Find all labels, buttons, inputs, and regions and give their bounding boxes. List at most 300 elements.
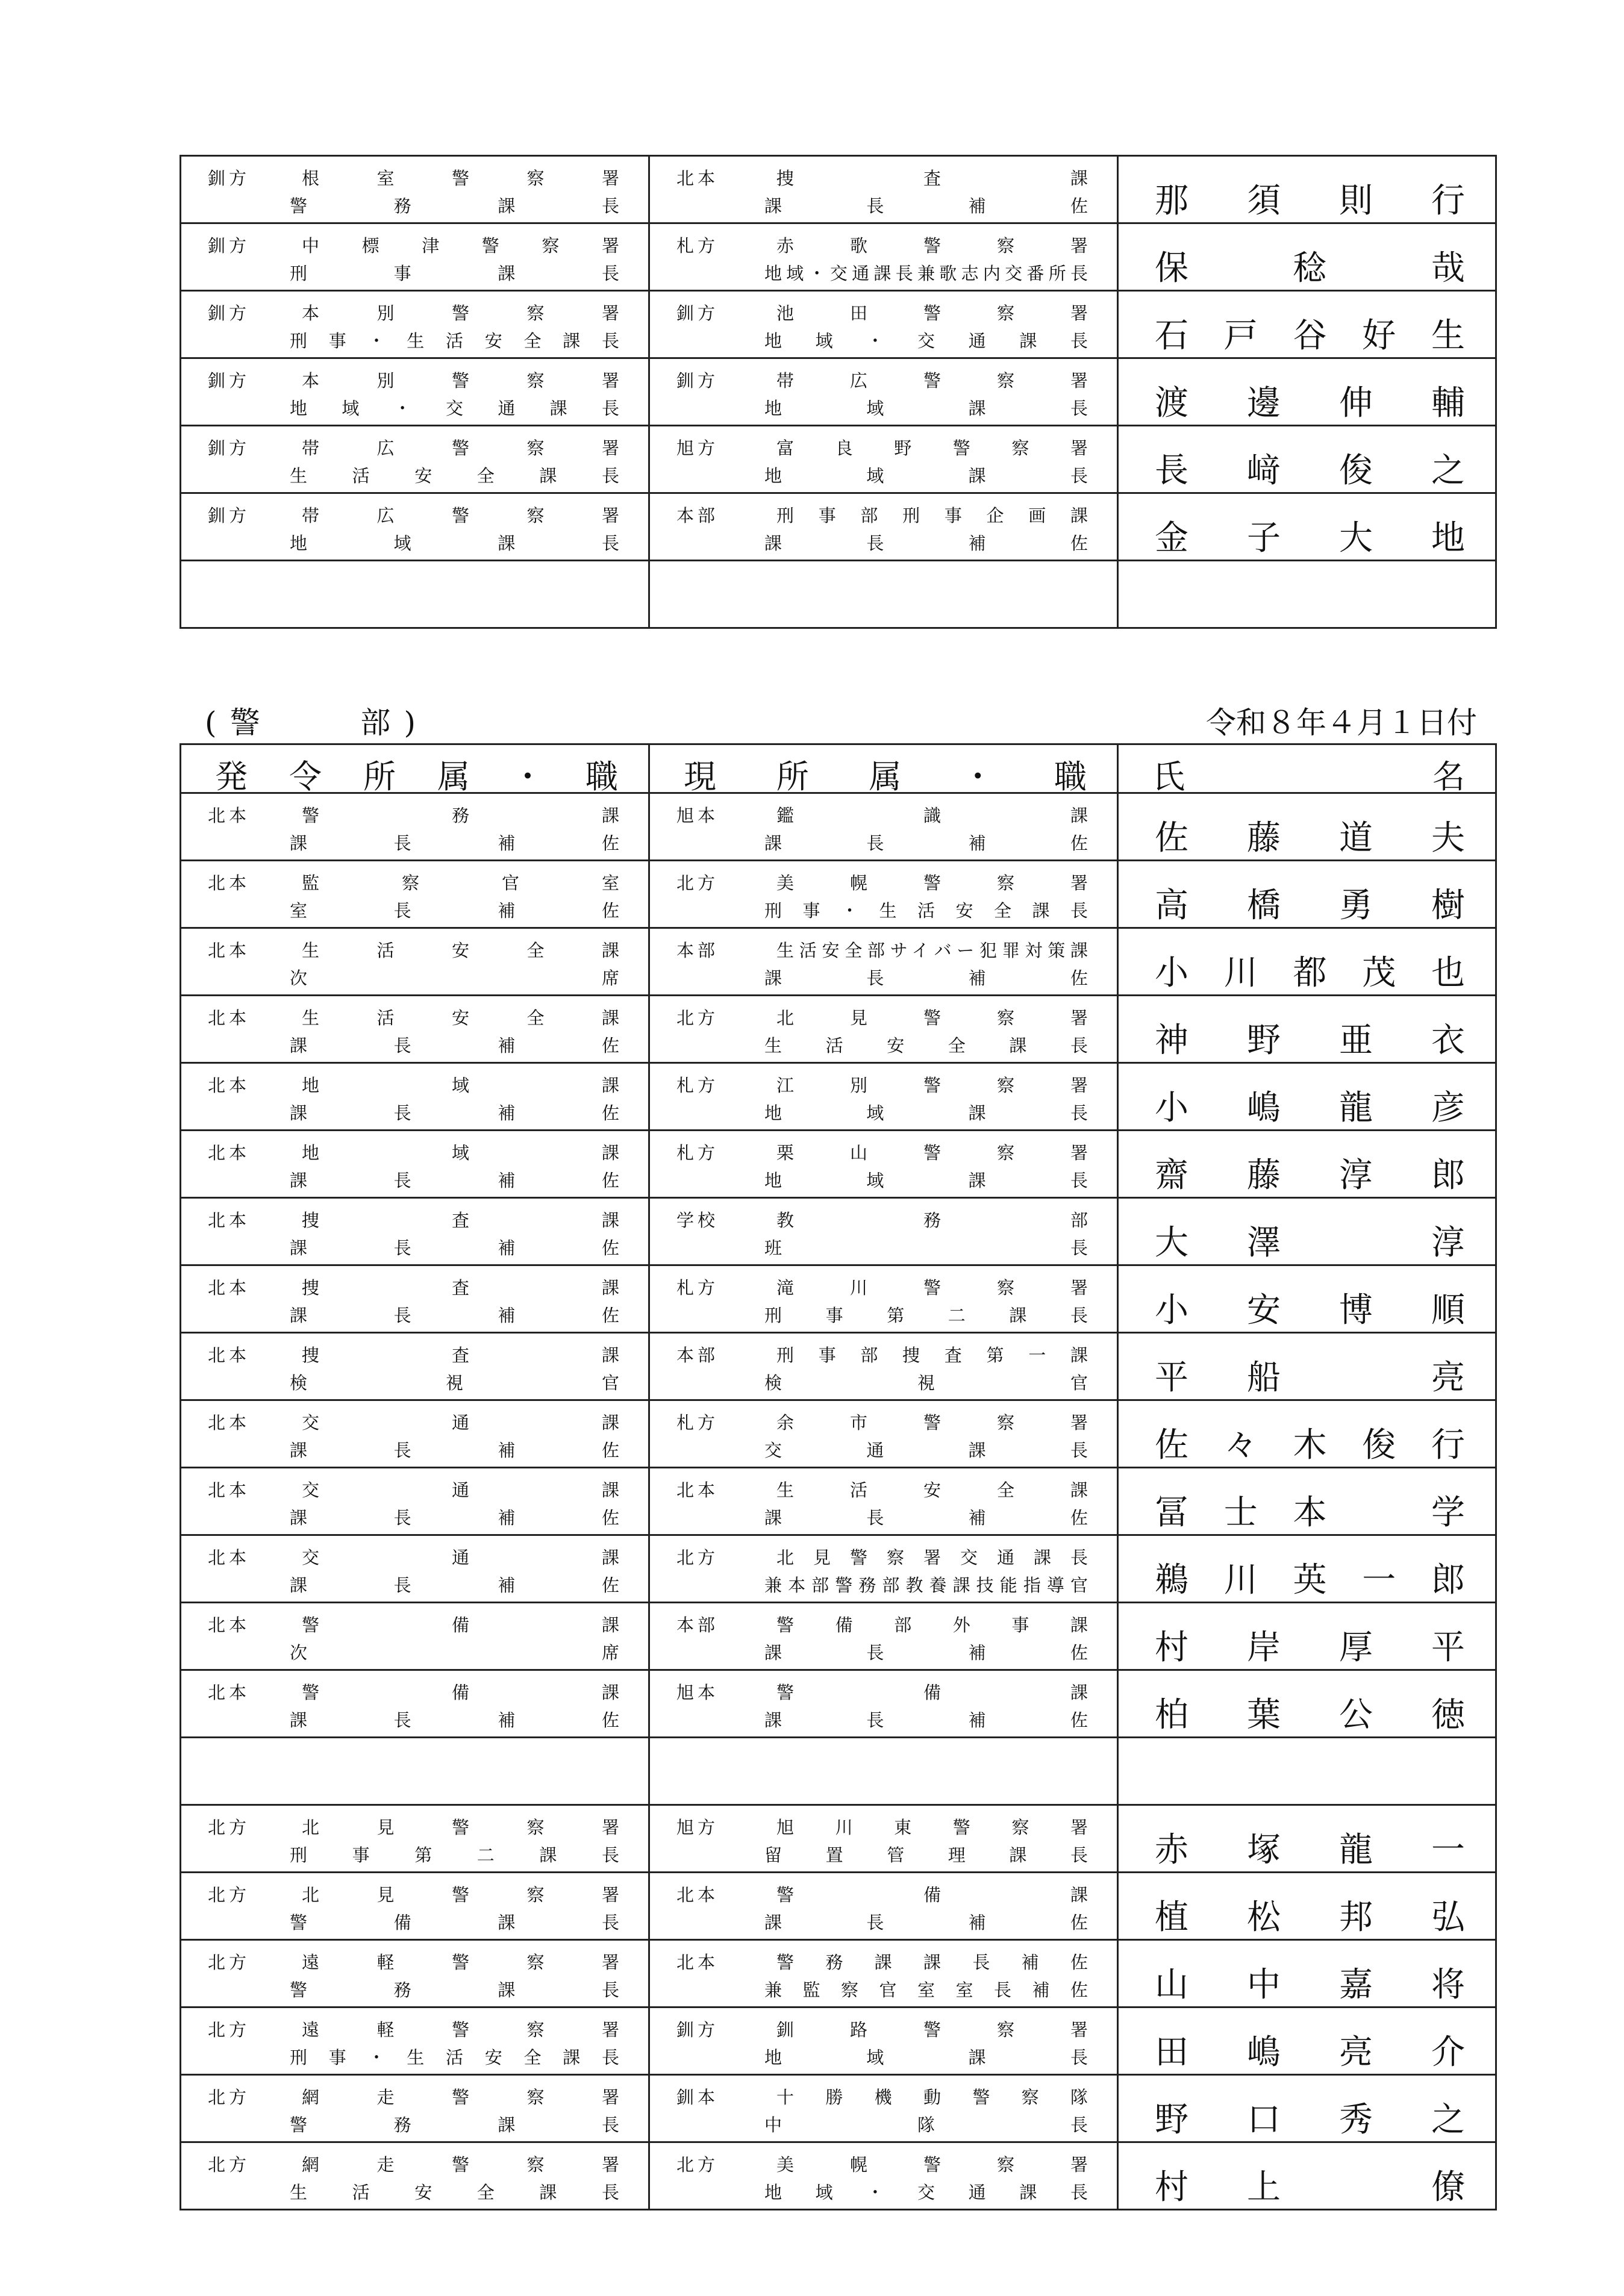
post-unit: 警務課課長補佐 [776, 1952, 1088, 1973]
post-unit: 地域課 [302, 1075, 619, 1096]
name-cell [1118, 223, 1496, 291]
current-post-cell [649, 1670, 1118, 1738]
current-post-cell [649, 493, 1118, 561]
post-title: 課長補佐 [290, 1305, 619, 1326]
name-cell [1118, 358, 1496, 426]
post-unit: 刑事部刑事企画課 [776, 505, 1088, 526]
post-unit: 滝川警察署 [776, 1277, 1088, 1298]
post-title: 課長補佐 [290, 1508, 619, 1528]
person-name: 村岸厚平 [1155, 1628, 1465, 1667]
post-title: 刑事・生活安全課長 [290, 331, 619, 351]
department-code: 北本 [208, 1345, 251, 1365]
new-post-cell [181, 426, 649, 493]
post-unit: 刑事部捜査第一課 [776, 1345, 1088, 1365]
current-post-cell [649, 1535, 1118, 1603]
person-name: 山中嘉将 [1155, 1965, 1465, 2004]
name-cell [1118, 861, 1496, 928]
person-name: 金子大地 [1155, 519, 1465, 558]
department-code: 北本 [676, 1952, 719, 1973]
post-unit: 十勝機動警察隊 [776, 2087, 1088, 2107]
table-row [181, 1670, 1496, 1738]
table-row [181, 1940, 1496, 2007]
post-unit: 栗山警察署 [776, 1143, 1088, 1163]
post-unit: 遠軽警察署 [302, 2020, 619, 2040]
post-title: 地域課長 [764, 398, 1088, 419]
department-code: 北本 [208, 805, 251, 826]
table-row [181, 156, 1496, 223]
post-unit: 帯広警察署 [302, 438, 619, 458]
new-post-cell [181, 291, 649, 358]
department-code: 旭方 [676, 438, 719, 458]
table-row [181, 223, 1496, 291]
post-title: 警務課長 [290, 1980, 619, 2000]
post-unit: 余市警察署 [776, 1412, 1088, 1433]
new-post-cell [181, 1940, 649, 2007]
new-post-cell [181, 1400, 649, 1468]
department-code: 北本 [208, 1143, 251, 1163]
department-code: 北本 [208, 1008, 251, 1028]
post-unit: 北見警察署交通課長 [776, 1547, 1088, 1568]
name-cell [1118, 1940, 1496, 2007]
roster-table-top [180, 155, 1497, 629]
department-code: 釧方 [676, 370, 719, 391]
new-post-cell [181, 1063, 649, 1131]
current-post-cell [649, 1063, 1118, 1131]
post-title: 課長補佐 [290, 1575, 619, 1596]
table-row [181, 1805, 1496, 1873]
post-title: 地域・交通課長兼歌志内交番所長 [764, 263, 1088, 284]
post-unit: 生活安全課 [302, 1008, 619, 1028]
post-unit: 本別警察署 [302, 370, 619, 391]
post-title: 生活安全課長 [290, 466, 619, 486]
department-code: 北本 [208, 1480, 251, 1500]
post-unit: 中標津警察署 [302, 236, 619, 256]
post-title: 課長補佐 [764, 1710, 1088, 1730]
table-row [181, 1265, 1496, 1333]
post-title: 課長補佐 [764, 533, 1088, 554]
post-title: 室長補佐 [290, 900, 619, 921]
table-row [181, 426, 1496, 493]
post-title: 班長 [764, 1238, 1088, 1258]
post-unit: 警備課 [302, 1682, 619, 1703]
new-post-cell [181, 223, 649, 291]
post-unit: 北見警察署 [302, 1885, 619, 1905]
post-unit: 美幌警察署 [776, 2154, 1088, 2175]
new-post-cell [181, 2075, 649, 2142]
post-title: 地域・交通課長 [764, 331, 1088, 351]
new-post-cell [181, 2007, 649, 2075]
post-unit: 釧路警察署 [776, 2020, 1088, 2040]
table-row [181, 1198, 1496, 1265]
person-name: 赤塚龍一 [1155, 1830, 1465, 1870]
person-name: 長﨑俊之 [1155, 451, 1465, 490]
table-row [181, 1131, 1496, 1198]
department-code: 本部 [676, 505, 719, 526]
department-code: 北方 [676, 1547, 719, 1568]
post-title: 課長補佐 [290, 1103, 619, 1123]
rank-label: (警 部) [205, 705, 416, 740]
department-code: 旭方 [676, 1817, 719, 1838]
person-name: 大澤 淳 [1155, 1223, 1465, 1262]
name-cell [1118, 1468, 1496, 1535]
department-code: 本部 [676, 1615, 719, 1635]
post-title: 警務課長 [290, 2115, 619, 2135]
empty-cell [181, 561, 649, 628]
department-code: 北方 [676, 873, 719, 893]
department-code: 釧方 [208, 168, 251, 189]
post-title: 生活安全課長 [290, 2182, 619, 2203]
table-row [181, 2075, 1496, 2142]
current-post-cell [649, 1198, 1118, 1265]
post-title: 検視官 [290, 1373, 619, 1393]
post-unit: 帯広警察署 [776, 370, 1088, 391]
current-post-cell [649, 793, 1118, 861]
post-title: 課長補佐 [290, 1238, 619, 1258]
department-code: 北本 [676, 1885, 719, 1905]
post-unit: 帯広警察署 [302, 505, 619, 526]
department-code: 札方 [676, 1412, 719, 1433]
current-post-cell [649, 1131, 1118, 1198]
post-unit: 生活安全課 [776, 1480, 1088, 1500]
post-unit: 網走警察署 [302, 2087, 619, 2107]
department-code: 北本 [208, 1682, 251, 1703]
department-code: 釧方 [676, 303, 719, 323]
table-row [181, 291, 1496, 358]
post-unit: 捜査課 [302, 1277, 619, 1298]
post-title: 中隊長 [764, 2115, 1088, 2135]
table-row [181, 996, 1496, 1063]
current-post-cell [649, 996, 1118, 1063]
post-unit: 本別警察署 [302, 303, 619, 323]
current-post-cell [649, 156, 1118, 223]
post-unit: 江別警察署 [776, 1075, 1088, 1096]
new-post-cell [181, 1873, 649, 1940]
person-name: 佐々木俊行 [1155, 1426, 1465, 1465]
table-row [181, 358, 1496, 426]
name-cell [1118, 1400, 1496, 1468]
current-post-cell [649, 291, 1118, 358]
post-unit: 生活安全部サイバー犯罪対策課 [776, 940, 1088, 961]
post-unit: 交通課 [302, 1547, 619, 1568]
name-cell [1118, 1063, 1496, 1131]
person-name: 小嶋龍彦 [1155, 1088, 1465, 1128]
name-cell [1118, 996, 1496, 1063]
post-title: 地域課長 [764, 1103, 1088, 1123]
name-cell [1118, 1738, 1496, 1805]
post-unit: 監察官室 [302, 873, 619, 893]
post-title: 刑事・生活安全課長 [290, 2047, 619, 2068]
new-post-cell [181, 2142, 649, 2210]
post-title: 交通課長 [764, 1440, 1088, 1461]
empty-cell [649, 561, 1118, 628]
current-post-cell [649, 2142, 1118, 2210]
post-unit: 生活安全課 [302, 940, 619, 961]
current-post-cell [649, 2075, 1118, 2142]
post-title: 課長補佐 [764, 196, 1088, 216]
name-cell [1118, 1805, 1496, 1873]
name-cell [1118, 291, 1496, 358]
department-code: 北本 [208, 1210, 251, 1231]
post-title: 地域課長 [764, 1170, 1088, 1191]
post-title: 課長補佐 [290, 1440, 619, 1461]
department-code: 北方 [208, 1817, 251, 1838]
department-code: 札方 [676, 1143, 719, 1163]
new-post-cell [181, 1131, 649, 1198]
post-unit: 警備課 [302, 1615, 619, 1635]
name-cell [1118, 1535, 1496, 1603]
new-post-cell [181, 793, 649, 861]
name-cell [1118, 2075, 1496, 2142]
department-code: 北本 [208, 873, 251, 893]
post-title: 検視官 [764, 1373, 1088, 1393]
person-name: 齋藤淳郎 [1155, 1156, 1465, 1195]
post-title: 課長補佐 [290, 833, 619, 853]
table-row [181, 1063, 1496, 1131]
department-code: 札方 [676, 1277, 719, 1298]
current-post-cell [649, 1805, 1118, 1873]
name-cell [1118, 493, 1496, 561]
post-unit: 捜査課 [302, 1345, 619, 1365]
table-row [181, 493, 1496, 561]
department-code: 本部 [676, 940, 719, 961]
post-unit: 警備課 [776, 1682, 1088, 1703]
person-name: 那須則行 [1155, 181, 1465, 220]
post-unit: 警備部外事課 [776, 1615, 1088, 1635]
new-post-cell [181, 156, 649, 223]
new-post-cell [181, 1603, 649, 1670]
new-post-cell [181, 996, 649, 1063]
person-name: 保稔哉 [1155, 249, 1465, 288]
post-title: 課長補佐 [764, 833, 1088, 853]
new-post-cell [181, 861, 649, 928]
current-post-cell [649, 861, 1118, 928]
post-title: 課長補佐 [290, 1170, 619, 1191]
name-cell [1118, 156, 1496, 223]
post-title: 次席 [290, 1642, 619, 1663]
department-code: 札方 [676, 236, 719, 256]
new-post-cell [181, 1805, 649, 1873]
person-name: 小川都茂也 [1155, 953, 1465, 993]
person-name: 田嶋亮介 [1155, 2033, 1465, 2072]
post-unit: 地域課 [302, 1143, 619, 1163]
post-title: 兼本部警務部教養課技能指導官 [764, 1575, 1088, 1596]
person-name: 村上 僚 [1155, 2168, 1465, 2207]
name-cell [1118, 1670, 1496, 1738]
table-row [181, 928, 1496, 996]
person-name: 佐藤道夫 [1155, 819, 1465, 858]
post-title: 地域課長 [764, 466, 1088, 486]
post-title: 刑事第二課長 [290, 1845, 619, 1865]
post-unit: 旭川東警察署 [776, 1817, 1088, 1838]
table-row [181, 1873, 1496, 1940]
person-name: 植松邦弘 [1155, 1898, 1465, 1937]
post-title: 課長補佐 [764, 1912, 1088, 1933]
empty-cell [1118, 561, 1496, 628]
new-post-cell [181, 358, 649, 426]
table-row [181, 1400, 1496, 1468]
post-title: 生活安全課長 [764, 1035, 1088, 1056]
department-code: 釧方 [208, 438, 251, 458]
post-title: 地域課長 [290, 533, 619, 554]
new-post-cell [181, 1535, 649, 1603]
name-cell [1118, 2007, 1496, 2075]
department-code: 北本 [208, 1412, 251, 1433]
person-name: 神野亜衣 [1155, 1021, 1465, 1060]
person-name: 石戸谷好生 [1155, 316, 1465, 355]
post-unit: 交通課 [302, 1480, 619, 1500]
person-name: 柏葉公徳 [1155, 1695, 1465, 1735]
header-name: 氏名 [1118, 744, 1496, 793]
department-code: 北本 [208, 940, 251, 961]
header-current-post: 現所属・職 [649, 744, 1118, 793]
issue-date: 令和８年４月１日付 [1206, 705, 1477, 740]
post-title: 警備課長 [290, 1912, 619, 1933]
person-name: 高橋勇樹 [1155, 886, 1465, 925]
department-code: 旭本 [676, 805, 719, 826]
department-code: 釧方 [208, 505, 251, 526]
department-code: 釧方 [208, 236, 251, 256]
department-code: 北方 [208, 2020, 251, 2040]
department-code: 北方 [208, 2154, 251, 2175]
current-post-cell [649, 1333, 1118, 1400]
name-cell [1118, 928, 1496, 996]
current-post-cell [649, 426, 1118, 493]
post-title: 地域・交通課長 [290, 398, 619, 419]
post-title: 次席 [290, 968, 619, 988]
department-code: 北本 [208, 1075, 251, 1096]
new-post-cell [181, 1468, 649, 1535]
current-post-cell [649, 2007, 1118, 2075]
roster-table-main [180, 743, 1497, 2210]
post-title: 刑事第二課長 [764, 1305, 1088, 1326]
person-name: 鵜川英一郎 [1155, 1561, 1465, 1600]
name-cell [1118, 793, 1496, 861]
post-title: 課長補佐 [290, 1710, 619, 1730]
current-post-cell [649, 1940, 1118, 2007]
new-post-cell [181, 1333, 649, 1400]
person-name: 冨士本 学 [1155, 1493, 1465, 1532]
name-cell [1118, 1333, 1496, 1400]
post-unit: 捜査課 [302, 1210, 619, 1231]
name-cell [1118, 1873, 1496, 1940]
department-code: 北本 [208, 1277, 251, 1298]
current-post-cell [649, 1603, 1118, 1670]
department-code: 釧本 [676, 2087, 719, 2107]
post-title: 課長補佐 [764, 968, 1088, 988]
department-code: 釧方 [676, 2020, 719, 2040]
current-post-cell [649, 928, 1118, 996]
name-cell [1118, 1265, 1496, 1333]
table-row [181, 793, 1496, 861]
person-name: 野口秀之 [1155, 2100, 1465, 2139]
department-code: 北方 [208, 1952, 251, 1973]
table-row [181, 1603, 1496, 1670]
new-post-cell [181, 928, 649, 996]
post-title: 地域・交通課長 [764, 2182, 1088, 2203]
post-unit: 鑑識課 [776, 805, 1088, 826]
name-cell [1118, 426, 1496, 493]
current-post-cell [649, 1468, 1118, 1535]
name-cell [1118, 2142, 1496, 2210]
table-row [181, 2142, 1496, 2210]
table-row [181, 1738, 1496, 1805]
post-title: 留置管理課長 [764, 1845, 1088, 1865]
current-post-cell [649, 223, 1118, 291]
post-unit: 警備課 [776, 1885, 1088, 1905]
current-post-cell [649, 1738, 1118, 1805]
name-cell [1118, 1603, 1496, 1670]
person-name: 渡邊伸輔 [1155, 384, 1465, 423]
post-title: 地域課長 [764, 2047, 1088, 2068]
post-unit: 池田警察署 [776, 303, 1088, 323]
post-unit: 捜査課 [776, 168, 1088, 189]
post-unit: 赤歌警察署 [776, 236, 1088, 256]
department-code: 北方 [676, 2154, 719, 2175]
post-unit: 遠軽警察署 [302, 1952, 619, 1973]
post-unit: 教務部 [776, 1210, 1088, 1231]
department-code: 北方 [676, 1008, 719, 1028]
department-code: 北方 [208, 2087, 251, 2107]
post-title: 兼監察官室室長補佐 [764, 1980, 1088, 2000]
table-row [181, 1333, 1496, 1400]
post-title: 課長補佐 [764, 1508, 1088, 1528]
post-title: 課長補佐 [290, 1035, 619, 1056]
person-name: 平船 亮 [1155, 1358, 1465, 1397]
post-unit: 警務課 [302, 805, 619, 826]
department-code: 北本 [208, 1547, 251, 1568]
department-code: 釧方 [208, 303, 251, 323]
table-row [181, 1468, 1496, 1535]
post-unit: 交通課 [302, 1412, 619, 1433]
current-post-cell [649, 1873, 1118, 1940]
department-code: 北本 [676, 1480, 719, 1500]
new-post-cell [181, 1265, 649, 1333]
current-post-cell [649, 358, 1118, 426]
table-row [181, 1535, 1496, 1603]
post-title: 警務課長 [290, 196, 619, 216]
post-title: 刑事課長 [290, 263, 619, 284]
current-post-cell [649, 1265, 1118, 1333]
department-code: 釧方 [208, 370, 251, 391]
department-code: 北本 [208, 1615, 251, 1635]
post-title: 刑事・生活安全課長 [764, 900, 1088, 921]
post-unit: 北見警察署 [302, 1817, 619, 1838]
new-post-cell [181, 1198, 649, 1265]
post-unit: 富良野警察署 [776, 438, 1088, 458]
table-row [181, 861, 1496, 928]
post-unit: 網走警察署 [302, 2154, 619, 2175]
new-post-cell [181, 493, 649, 561]
post-unit: 北見警察署 [776, 1008, 1088, 1028]
department-code: 北本 [676, 168, 719, 189]
post-unit: 美幌警察署 [776, 873, 1088, 893]
department-code: 札方 [676, 1075, 719, 1096]
department-code: 学校 [676, 1210, 719, 1231]
department-code: 旭本 [676, 1682, 719, 1703]
department-code: 本部 [676, 1345, 719, 1365]
department-code: 北方 [208, 1885, 251, 1905]
current-post-cell [649, 1400, 1118, 1468]
table-row-empty [181, 561, 1496, 628]
new-post-cell [181, 1670, 649, 1738]
post-title: 課長補佐 [764, 1642, 1088, 1663]
new-post-cell [181, 1738, 649, 1805]
name-cell [1118, 1131, 1496, 1198]
table-row [181, 2007, 1496, 2075]
name-cell [1118, 1198, 1496, 1265]
person-name: 小安博順 [1155, 1291, 1465, 1330]
post-unit: 根室警察署 [302, 168, 619, 189]
